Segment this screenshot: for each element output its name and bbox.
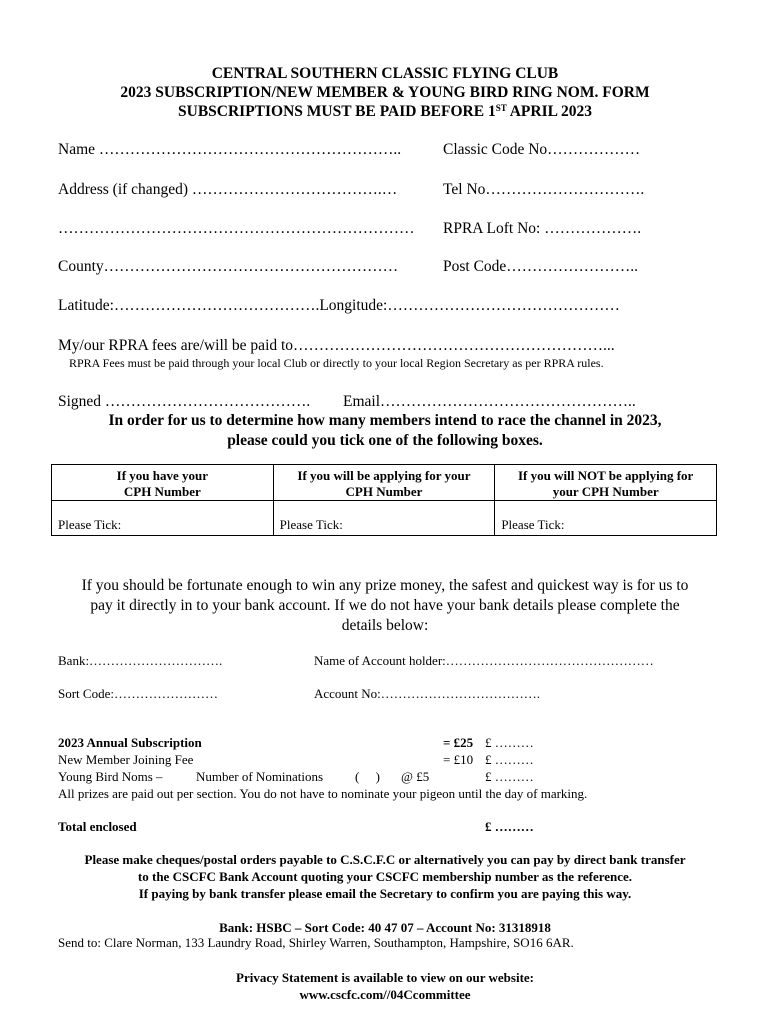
email-field[interactable]: Email………………………………………….. — [343, 393, 636, 410]
annual-sub-label: 2023 Annual Subscription — [58, 735, 202, 750]
joining-fee-blank[interactable]: £ ……… — [485, 752, 534, 767]
account-holder-field[interactable]: Name of Account holder:………………………………………… — [314, 653, 654, 668]
deadline-sup: ST — [495, 103, 507, 113]
cph-have-header-line1: If you have your — [116, 468, 209, 483]
county-field[interactable]: County………………………………………………… — [58, 258, 399, 275]
joining-fee-amount: = £10 — [443, 752, 474, 767]
cph-not-applying-header-line2: your CPH Number — [552, 484, 659, 499]
yb-noms-label: Young Bird Noms – — [58, 769, 163, 784]
channel-question-line2: please could you tick one of the following boxes. — [227, 432, 543, 449]
yb-noms-rate: @ £5 — [401, 769, 430, 784]
club-name: CENTRAL SOUTHERN CLASSIC FLYING CLUB — [211, 65, 559, 82]
deadline-line — [0, 102, 770, 121]
yb-noms-count-input[interactable]: ( ) — [355, 769, 380, 784]
bank-intro-line1: If you should be fortunate enough to win any prize money, the safest and quickest way is for us to — [81, 577, 689, 594]
cph-applying-header-line1: If you will be applying for your — [297, 468, 471, 483]
name-field[interactable]: Name ………………………………………………….. — [58, 141, 402, 158]
rpra-loft-field[interactable]: RPRA Loft No: ………………. — [443, 220, 642, 237]
cph-have-header — [52, 465, 274, 501]
tel-field[interactable]: Tel No…………………………. — [443, 181, 645, 198]
bank-details: Bank: HSBC – Sort Code: 40 47 07 – Account No: 31318918 — [219, 920, 551, 935]
rpra-note: RPRA Fees must be paid through your local Club or directly to your local Region Secretary as per RPRA rules. — [69, 356, 604, 370]
classic-code-field[interactable]: Classic Code No……………… — [443, 141, 641, 158]
bank-intro-line3: details below: — [341, 617, 429, 634]
cph-applying-header — [273, 465, 495, 501]
cph-applying-tick[interactable]: Please Tick: — [273, 501, 495, 536]
signed-field[interactable]: Signed …………………………………. — [58, 393, 311, 410]
payment-line1: Please make cheques/postal orders payable to C.S.C.F.C or alternatively you can pay by direct bank transfer — [84, 852, 686, 867]
privacy-website-link[interactable]: www.cscfc.com//04Ccommittee — [299, 987, 471, 1002]
lat-long-field[interactable]: Latitude:………………………………….Longitude:……………………………………… — [58, 297, 620, 314]
cph-have-header-line2: CPH Number — [123, 484, 201, 499]
total-blank[interactable]: £ ……… — [485, 819, 534, 834]
cph-have-tick[interactable]: Please Tick: — [52, 501, 274, 536]
annual-sub-amount: = £25 — [443, 735, 474, 750]
send-to-address: Send to: Clare Norman, 133 Laundry Road, Shirley Warren, Southampton, Hampshire, SO16 6AR. — [58, 935, 574, 950]
joining-fee-label: New Member Joining Fee — [58, 752, 194, 767]
post-code-field[interactable]: Post Code…………………….. — [443, 258, 639, 275]
cph-not-applying-tick[interactable]: Please Tick: — [495, 501, 717, 536]
yb-noms-blank[interactable]: £ ……… — [485, 769, 534, 784]
prizes-note: All prizes are paid out per section. You do not have to nominate your pigeon until the day of marking. — [58, 786, 588, 801]
address-field[interactable]: Address (if changed) ……………………………….… — [58, 181, 398, 198]
form-title: 2023 SUBSCRIPTION/NEW MEMBER & YOUNG BIRD RING NOM. FORM — [120, 84, 650, 101]
bank-field[interactable]: Bank:…………………………. — [58, 653, 223, 668]
bank-intro-line2: pay it directly in to your bank account. If we do not have your bank details please complete the — [90, 597, 680, 614]
payment-line2: to the CSCFC Bank Account quoting your CSCFC membership number as the reference. — [137, 869, 633, 884]
annual-sub-blank[interactable]: £ ……… — [485, 735, 534, 750]
payment-line3: If paying by bank transfer please email the Secretary to confirm you are paying this way. — [138, 886, 632, 901]
privacy-line1: Privacy Statement is available to view on our website: — [236, 970, 534, 985]
yb-noms-count-label: Number of Nominations — [196, 769, 324, 784]
deadline-prefix: SUBSCRIPTIONS MUST BE PAID BEFORE 1 — [178, 103, 496, 120]
cph-not-applying-header-line1: If you will NOT be applying for — [518, 468, 694, 483]
address-line2-field[interactable]: …………………………………………………………… — [58, 220, 415, 237]
rpra-fees-field[interactable]: My/our RPRA fees are/will be paid to……………………………………………………... — [58, 337, 615, 354]
cph-tick-table — [51, 464, 717, 536]
sort-code-field[interactable]: Sort Code:…………………… — [58, 686, 218, 701]
channel-question-line1: In order for us to determine how many members intend to race the channel in 2023, — [108, 412, 662, 429]
total-label: Total enclosed — [58, 819, 137, 834]
cph-not-applying-header — [495, 465, 717, 501]
account-no-field[interactable]: Account No:………………………………. — [314, 686, 541, 701]
cph-applying-header-line2: CPH Number — [345, 484, 423, 499]
deadline-suffix: APRIL 2023 — [506, 103, 592, 120]
